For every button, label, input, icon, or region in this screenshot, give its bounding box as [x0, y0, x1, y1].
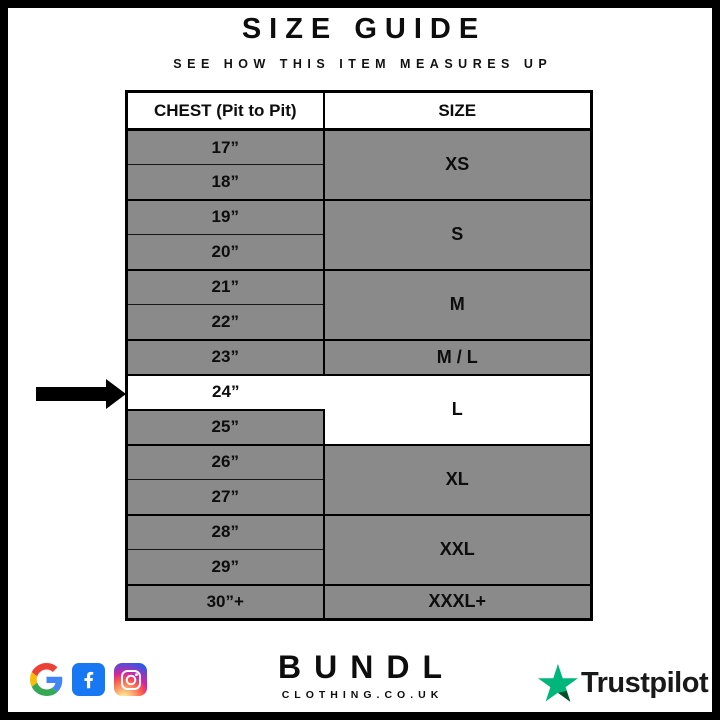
page-title: SIZE GUIDE — [241, 13, 487, 45]
chest-cell: 22” — [127, 305, 324, 340]
selected-row-arrow — [36, 379, 126, 409]
table-row — [127, 270, 592, 305]
arrow-shaft — [36, 387, 110, 401]
trustpilot-star-icon — [538, 663, 578, 703]
size-cell-m: M — [324, 270, 592, 340]
size-column-header: SIZE — [324, 92, 592, 130]
chest-column-header: CHEST (Pit to Pit) — [127, 92, 324, 130]
chest-cell: 28” — [127, 515, 324, 550]
chest-cell: 30”+ — [127, 585, 324, 620]
table-row — [127, 515, 592, 550]
social-icons — [30, 663, 147, 696]
size-guide-table — [125, 90, 593, 621]
size-cell-l-highlighted: L — [324, 375, 592, 445]
table-row — [127, 585, 592, 620]
trustpilot-wordmark: Trustpilot — [581, 666, 709, 699]
table-row-highlighted — [127, 375, 592, 410]
size-cell-m-l: M / L — [324, 340, 592, 375]
chest-cell: 17” — [127, 130, 324, 165]
size-cell-xs: XS — [324, 130, 592, 200]
facebook-icon — [72, 663, 105, 696]
instagram-icon — [114, 663, 147, 696]
brand-name: BUNDL — [278, 649, 455, 685]
size-cell-s: S — [324, 200, 592, 270]
table-row — [127, 200, 592, 235]
size-cell-xxl: XXL — [324, 515, 592, 585]
chest-cell: 27” — [127, 480, 324, 515]
brand-domain: CLOTHING.CO.UK — [281, 689, 444, 701]
chest-cell-highlighted: 24” — [127, 375, 324, 410]
size-cell-xl: XL — [324, 445, 592, 515]
arrow-head-icon — [106, 379, 126, 409]
google-icon — [30, 663, 63, 696]
size-cell-xxxl: XXXL+ — [324, 585, 592, 620]
chest-cell: 23” — [127, 340, 324, 375]
chest-cell: 29” — [127, 550, 324, 585]
table-row — [127, 340, 592, 375]
page-subtitle: SEE HOW THIS ITEM MEASURES UP — [173, 57, 553, 71]
table-row — [127, 445, 592, 480]
chest-cell: 19” — [127, 200, 324, 235]
chest-cell: 26” — [127, 445, 324, 480]
brand-logo — [265, 649, 455, 701]
chest-cell: 25” — [127, 410, 324, 445]
chest-cell: 18” — [127, 165, 324, 200]
table-row — [127, 130, 592, 165]
trustpilot-logo — [538, 663, 708, 703]
chest-cell: 21” — [127, 270, 324, 305]
header-row — [127, 92, 592, 130]
chest-cell: 20” — [127, 235, 324, 270]
